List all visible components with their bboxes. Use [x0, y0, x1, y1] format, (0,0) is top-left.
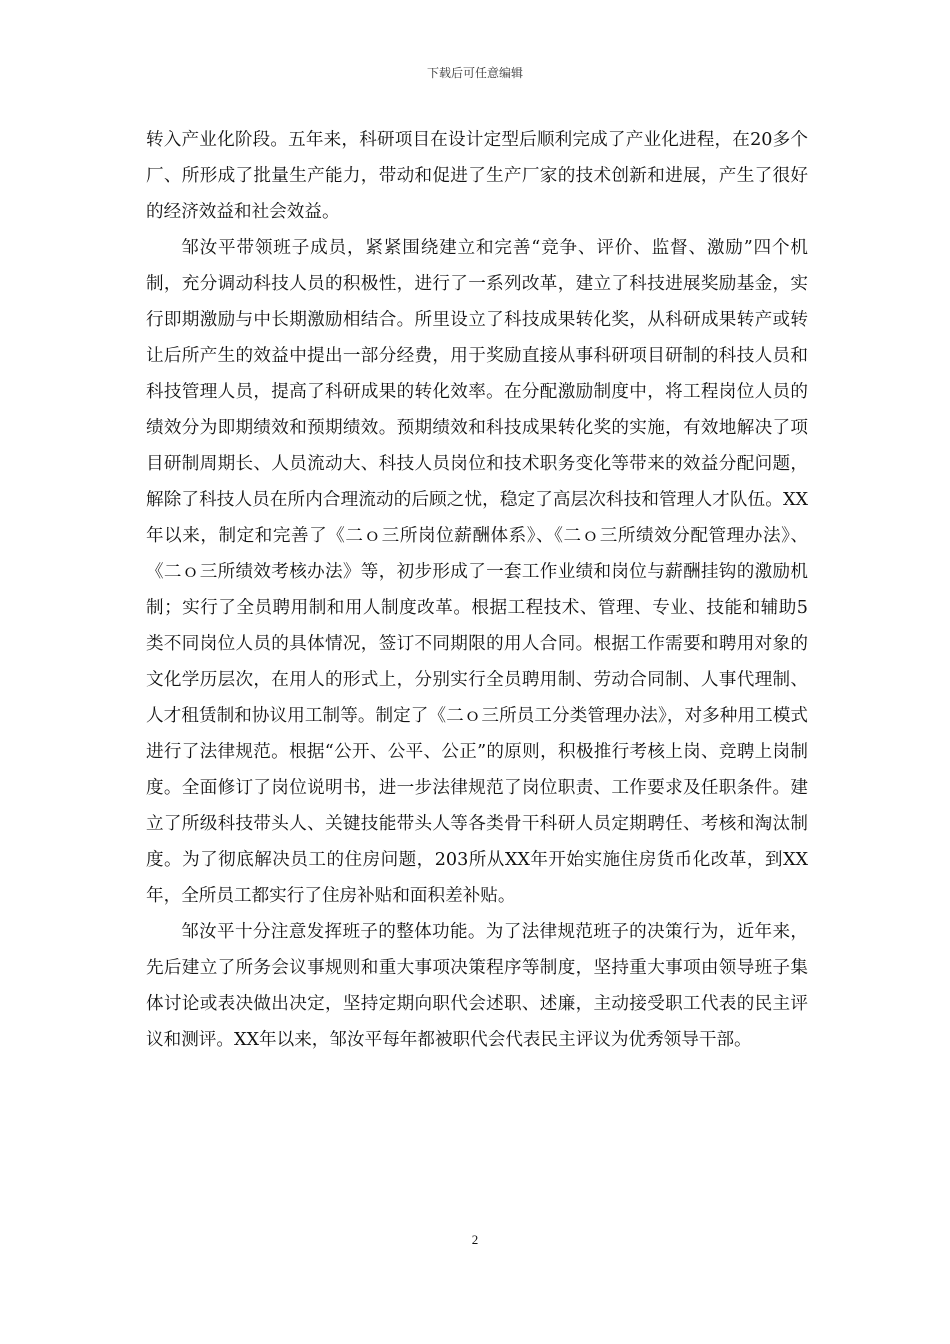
page-header: 下载后可任意编辑 — [426, 66, 523, 80]
paragraph-leadership: 邹汝平十分注意发挥班子的整体功能。为了法律规范班子的决策行为，近年来，先后建立了所务会议事规则和重大事项决策程序等制度，坚持重大事项由领导班子集体讨论或表决做出决定，坚持定期向职代会述职、述廉，主动接受职工代表的民主评议和测评。XX年以来，邹汝平每年都被职代会代表民主评议为优秀领导干部。 — [146, 922, 808, 1050]
paragraph-continuation: 转入产业化阶段。五年来，科研项目在设计定型后顺利完成了产业化进程，在20多个厂、所形成了批量生产能力，带动和促进了生产厂家的技术创新和进展，产生了很好的经济效益和社会效益。 — [146, 130, 808, 222]
document-body — [146, 122, 808, 1058]
paragraph-reforms: 邹汝平带领班子成员，紧紧围绕建立和完善“竞争、评价、监督、激励”四个机制，充分调动科技人员的积极性，进行了一系列改革，建立了科技进展奖励基金，实行即期激励与中长期激励相结合。所里设立了科技成果转化奖，从科研成果转产或转让后所产生的效益中提出一部分经费，用于奖励直接从事科研项目研制的科技人员和科技管理人员，提高了科研成果的转化效率。在分配激励制度中，将工程岗位人员的绩效分为即期绩效和预期绩效。预期绩效和科技成果转化奖的实施，有效地解决了项目研制周期长、人员流动大、科技人员岗位和技术职务变化等带来的效益分配问题，解除了科技人员在所内合理流动的后顾之忧，稳定了高层次科技和管理人才队伍。XX年以来，制定和完善了《二ｏ三所岗位薪酬体系》、《二ｏ三所绩效分配管理办法》、《二ｏ三所绩效考核办法》等，初步形成了一套工作业绩和岗位与薪酬挂钩的激励机制；实行了全员聘用制和用人制度改革。根据工程技术、管理、专业、技能和辅助5类不同岗位人员的具体情况，签订不同期限的用人合同。根据工作需要和聘用对象的文化学历层次，在用人的形式上，分别实行全员聘用制、劳动合同制、人事代理制、人才租赁制和协议用工制等。制定了《二ｏ三所员工分类管理办法》，对多种用工模式进行了法律规范。根据“公开、公平、公正”的原则，积极推行考核上岗、竞聘上岗制度。全面修订了岗位说明书，进一步法律规范了岗位职责、工作要求及任职条件。建立了所级科技带头人、关键技能带头人等各类骨干科研人员定期聘任、考核和淘汰制度。为了彻底解决员工的住房问题，203所从XX年开始实施住房货币化改革，到XX年，全所员工都实行了住房补贴和面积差补贴。 — [146, 238, 808, 906]
page-number: 2 — [471, 1232, 479, 1247]
